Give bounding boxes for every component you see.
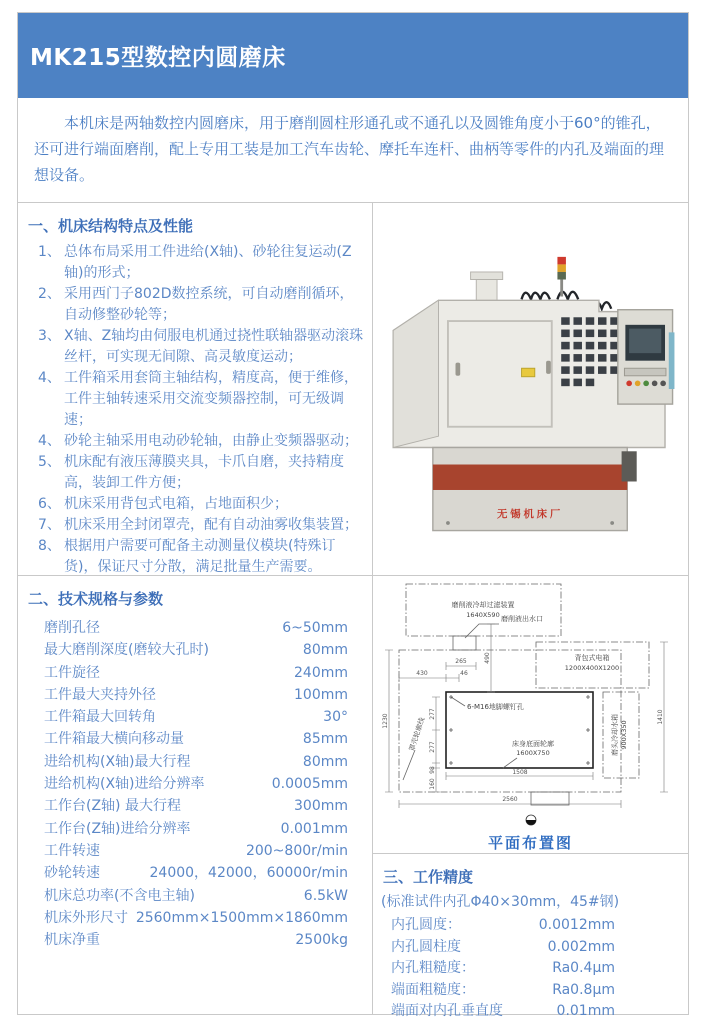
- spec-value: 300mm: [294, 798, 348, 815]
- accuracy-value: 0.0012mm: [538, 917, 615, 933]
- accuracy-heading: 三、工作精度: [383, 868, 474, 886]
- feature-number: 1、: [38, 244, 61, 260]
- spec-row: [44, 885, 348, 907]
- dim-265: 265: [454, 658, 467, 665]
- spec-row: [44, 662, 348, 684]
- spec-label: 工件箱最大横向移动量: [44, 731, 184, 748]
- feature-number: 4、: [38, 433, 61, 449]
- coolant-outlet: [453, 636, 476, 650]
- feature-number: 4、: [38, 370, 61, 386]
- spec-value: 6.5kW: [303, 887, 348, 904]
- coolant-filter-box: [406, 584, 561, 636]
- spec-label: 磨削孔径: [44, 620, 100, 636]
- accuracy-label: 内孔圆度：: [391, 917, 461, 933]
- features-section: [18, 203, 373, 575]
- exhaust-pipe: [470, 272, 502, 304]
- dim-160: 160: [428, 778, 436, 790]
- accuracy-label: 端面对内孔垂直度: [391, 1003, 503, 1019]
- features-photo-row: [18, 203, 688, 576]
- spec-label: 机床总功率(不含电主轴): [44, 887, 195, 904]
- accuracy-subtitle: (标准试件内孔Φ40×30mm，45#钢): [381, 894, 620, 910]
- dim-1410: 1410: [656, 709, 664, 725]
- accuracy-label: 端面粗糙度：: [391, 981, 475, 998]
- dim-277a: 277: [428, 708, 436, 720]
- accuracy-row: [391, 980, 615, 1002]
- spec-label: 工件箱最大回转角: [44, 709, 156, 726]
- bed-outline-label: 床身底面轮廓: [511, 740, 554, 748]
- drawing-accuracy-column: [373, 576, 688, 1019]
- spec-value: 0.001mm: [280, 820, 348, 837]
- spec-value: 2560mm×1500mm×1860mm: [135, 909, 348, 926]
- spec-row: [44, 728, 348, 750]
- spec-label: 机床净重: [44, 932, 100, 949]
- spec-label: 工件最大夹持外径: [44, 686, 156, 703]
- feature-item: [38, 431, 366, 452]
- accuracy-section: [373, 854, 688, 1023]
- spec-value: 2500kg: [295, 932, 348, 949]
- feature-text: 工件箱采用套筒主轴结构，精度高，便于维修，工件主轴转速采用交流变频器控制，可无级调速；: [64, 370, 358, 428]
- feature-text: 采用西门子802D数控系统，可自动磨削循环，自动修整砂轮等；: [64, 286, 354, 323]
- machine-photo: [373, 203, 688, 575]
- door-handle: [546, 361, 551, 374]
- feature-number: 6、: [38, 496, 61, 512]
- specs-heading: 二、技术规格与参数: [28, 590, 164, 608]
- bottom-step: [531, 792, 569, 805]
- spec-label: 工件旋径: [44, 664, 100, 681]
- dim-46: 46: [459, 670, 468, 677]
- spec-value: 6~50mm: [282, 620, 348, 636]
- dim-490: 490: [483, 652, 491, 664]
- orientation-symbol-icon: [526, 815, 536, 825]
- electric-box-size: 1200X400X1200: [564, 664, 619, 672]
- accuracy-row: [391, 1001, 615, 1023]
- feature-number: 7、: [38, 517, 61, 533]
- feature-number: 5、: [38, 454, 61, 470]
- specs-drawing-row: [18, 576, 688, 1019]
- feature-text: 根据用户需要可配备主动测量仪模块(特殊订货)，保证尺寸分散，满足批量生产需要。: [64, 538, 336, 575]
- feature-text: 机床配有液压薄膜夹具，卡爪自磨，夹持精度高，装卸工件方便；: [64, 454, 344, 491]
- feature-text: 砂轮主轴采用电动砂轮轴，由静止变频器驱动；: [64, 433, 358, 449]
- page-title: MK215型数控内圆磨床: [30, 45, 286, 71]
- accuracy-row: [391, 915, 615, 937]
- factory-name-label: 无锡机床厂: [496, 508, 563, 521]
- dim-1508: 1508: [511, 769, 528, 776]
- coolant-box-label: 磨削液冷却过滤装置: [451, 601, 514, 609]
- spec-row: [44, 684, 348, 706]
- spec-label: 工作台(Z轴)进给分辨率: [44, 820, 191, 837]
- bed-leader: [503, 758, 517, 768]
- feature-text: 机床采用全封闭罩壳，配有自动油雾收集装置；: [64, 517, 358, 533]
- coolant-box-size: 1640X590: [465, 611, 500, 619]
- title-bar: [18, 13, 688, 98]
- spec-row: [44, 751, 348, 773]
- feature-item: [38, 452, 366, 494]
- spec-label: 进给机构(X轴)进给分辨率: [44, 776, 205, 793]
- feature-item: [38, 284, 366, 326]
- drawing-caption: 平面布置图: [487, 834, 573, 852]
- feature-item: [38, 536, 366, 578]
- shell-outline-label: 罩壳轮廓线: [407, 716, 426, 753]
- water-tank-label: 磨头冷却水箱: [610, 714, 619, 756]
- spec-row: [44, 706, 348, 728]
- spec-value: 80mm: [302, 753, 348, 770]
- electric-box-label: 背包式电箱: [574, 654, 609, 662]
- signal-lamp-icon: [557, 257, 565, 297]
- features-heading: 一、机床结构特点及性能: [28, 217, 194, 235]
- feature-item: [38, 326, 366, 368]
- accuracy-row: [391, 937, 615, 959]
- feature-number: 3、: [38, 328, 61, 344]
- warning-sticker: [521, 368, 534, 376]
- feature-item: [38, 242, 366, 284]
- spec-sheet: [17, 12, 689, 1019]
- feature-text: 机床采用背包式电箱，占地面积少；: [64, 496, 288, 512]
- water-tank-size: 900X350: [619, 720, 628, 750]
- dim-98: 98: [428, 766, 436, 774]
- spec-value: 85mm: [302, 731, 348, 748]
- layout-drawing: [373, 576, 688, 854]
- feature-item: [38, 515, 366, 536]
- bed-outline-size: 1600X750: [515, 749, 550, 757]
- accuracy-value: Ra0.8μm: [552, 981, 615, 998]
- spec-row: [44, 639, 348, 661]
- dimension-lines: [385, 624, 668, 808]
- spec-row: [44, 795, 348, 817]
- accuracy-value: 0.002mm: [547, 938, 615, 955]
- specs-section: [18, 576, 373, 1014]
- machine-illustration: [380, 219, 682, 559]
- spec-label: 砂轮转速: [44, 865, 100, 882]
- specs-table: [18, 613, 372, 951]
- plan-drawing-svg: [381, 580, 681, 830]
- dim-277b: 277: [428, 741, 436, 753]
- door-handle: [455, 363, 460, 376]
- control-panel: [617, 310, 674, 404]
- bolt-leader: [451, 697, 465, 706]
- spec-row: [44, 840, 348, 862]
- shell-leader: [403, 750, 415, 780]
- spec-row: [44, 617, 348, 639]
- spec-label: 进给机构(X轴)最大行程: [44, 753, 191, 770]
- dim-2560: 2560: [501, 796, 518, 803]
- feature-number: 2、: [38, 286, 61, 302]
- spec-value: 30°: [323, 709, 348, 726]
- spec-value: 200~800r/min: [245, 842, 348, 859]
- spec-value: 0.0005mm: [271, 776, 348, 793]
- spec-label: 最大磨削深度(磨较大孔时): [44, 642, 209, 659]
- machine-base: [432, 448, 636, 531]
- spec-value: 100mm: [294, 686, 348, 703]
- intro-paragraph: 本机床是两轴数控内圆磨床，用于磨削圆柱形通孔或不通孔以及圆锥角度小于60°的锥孔，还可进行端面磨削，配上专用工装是加工汽车齿轮、摩托车连杆、曲柄等零件的内孔及端面的理想设备。: [18, 98, 688, 203]
- accuracy-value: 0.01mm: [556, 1003, 615, 1019]
- feature-text: 总体布局采用工件进给(X轴)、砂轮往复运动(Z轴)的形式；: [64, 244, 352, 281]
- spec-row: [44, 907, 348, 929]
- spec-value: 80mm: [302, 642, 348, 659]
- spec-row: [44, 929, 348, 951]
- accuracy-table: [373, 913, 623, 1023]
- feature-item: [38, 368, 366, 431]
- spec-row: [44, 818, 348, 840]
- spec-row: [44, 773, 348, 795]
- spec-value: 240mm: [294, 664, 348, 681]
- feature-number: 8、: [38, 538, 61, 554]
- dim-430: 430: [415, 670, 428, 677]
- dim-1230: 1230: [381, 713, 389, 729]
- feature-item: [38, 494, 366, 515]
- accuracy-row: [391, 958, 615, 980]
- spec-row: [44, 862, 348, 884]
- features-list: [18, 240, 372, 578]
- accuracy-label: 内孔粗糙度：: [391, 960, 475, 976]
- spec-label: 工作台(Z轴) 最大行程: [44, 798, 181, 815]
- spec-label: 机床外形尺寸: [44, 909, 128, 926]
- accuracy-value: Ra0.4μm: [552, 960, 615, 976]
- bolt-holes-label: 6-M16地脚螺钉孔: [466, 703, 524, 711]
- feature-text: X轴、Z轴均由伺服电机通过挠性联轴器驱动滚珠丝杆，可实现无间隙、高灵敏度运动；: [64, 328, 364, 365]
- spec-label: 工件转速: [44, 842, 100, 859]
- spec-value: 24000，42000，60000r/min: [149, 865, 348, 882]
- machine-left-face: [393, 300, 438, 447]
- accuracy-label: 内孔圆柱度: [391, 938, 461, 955]
- outlet-label: 磨削液出水口: [500, 615, 543, 623]
